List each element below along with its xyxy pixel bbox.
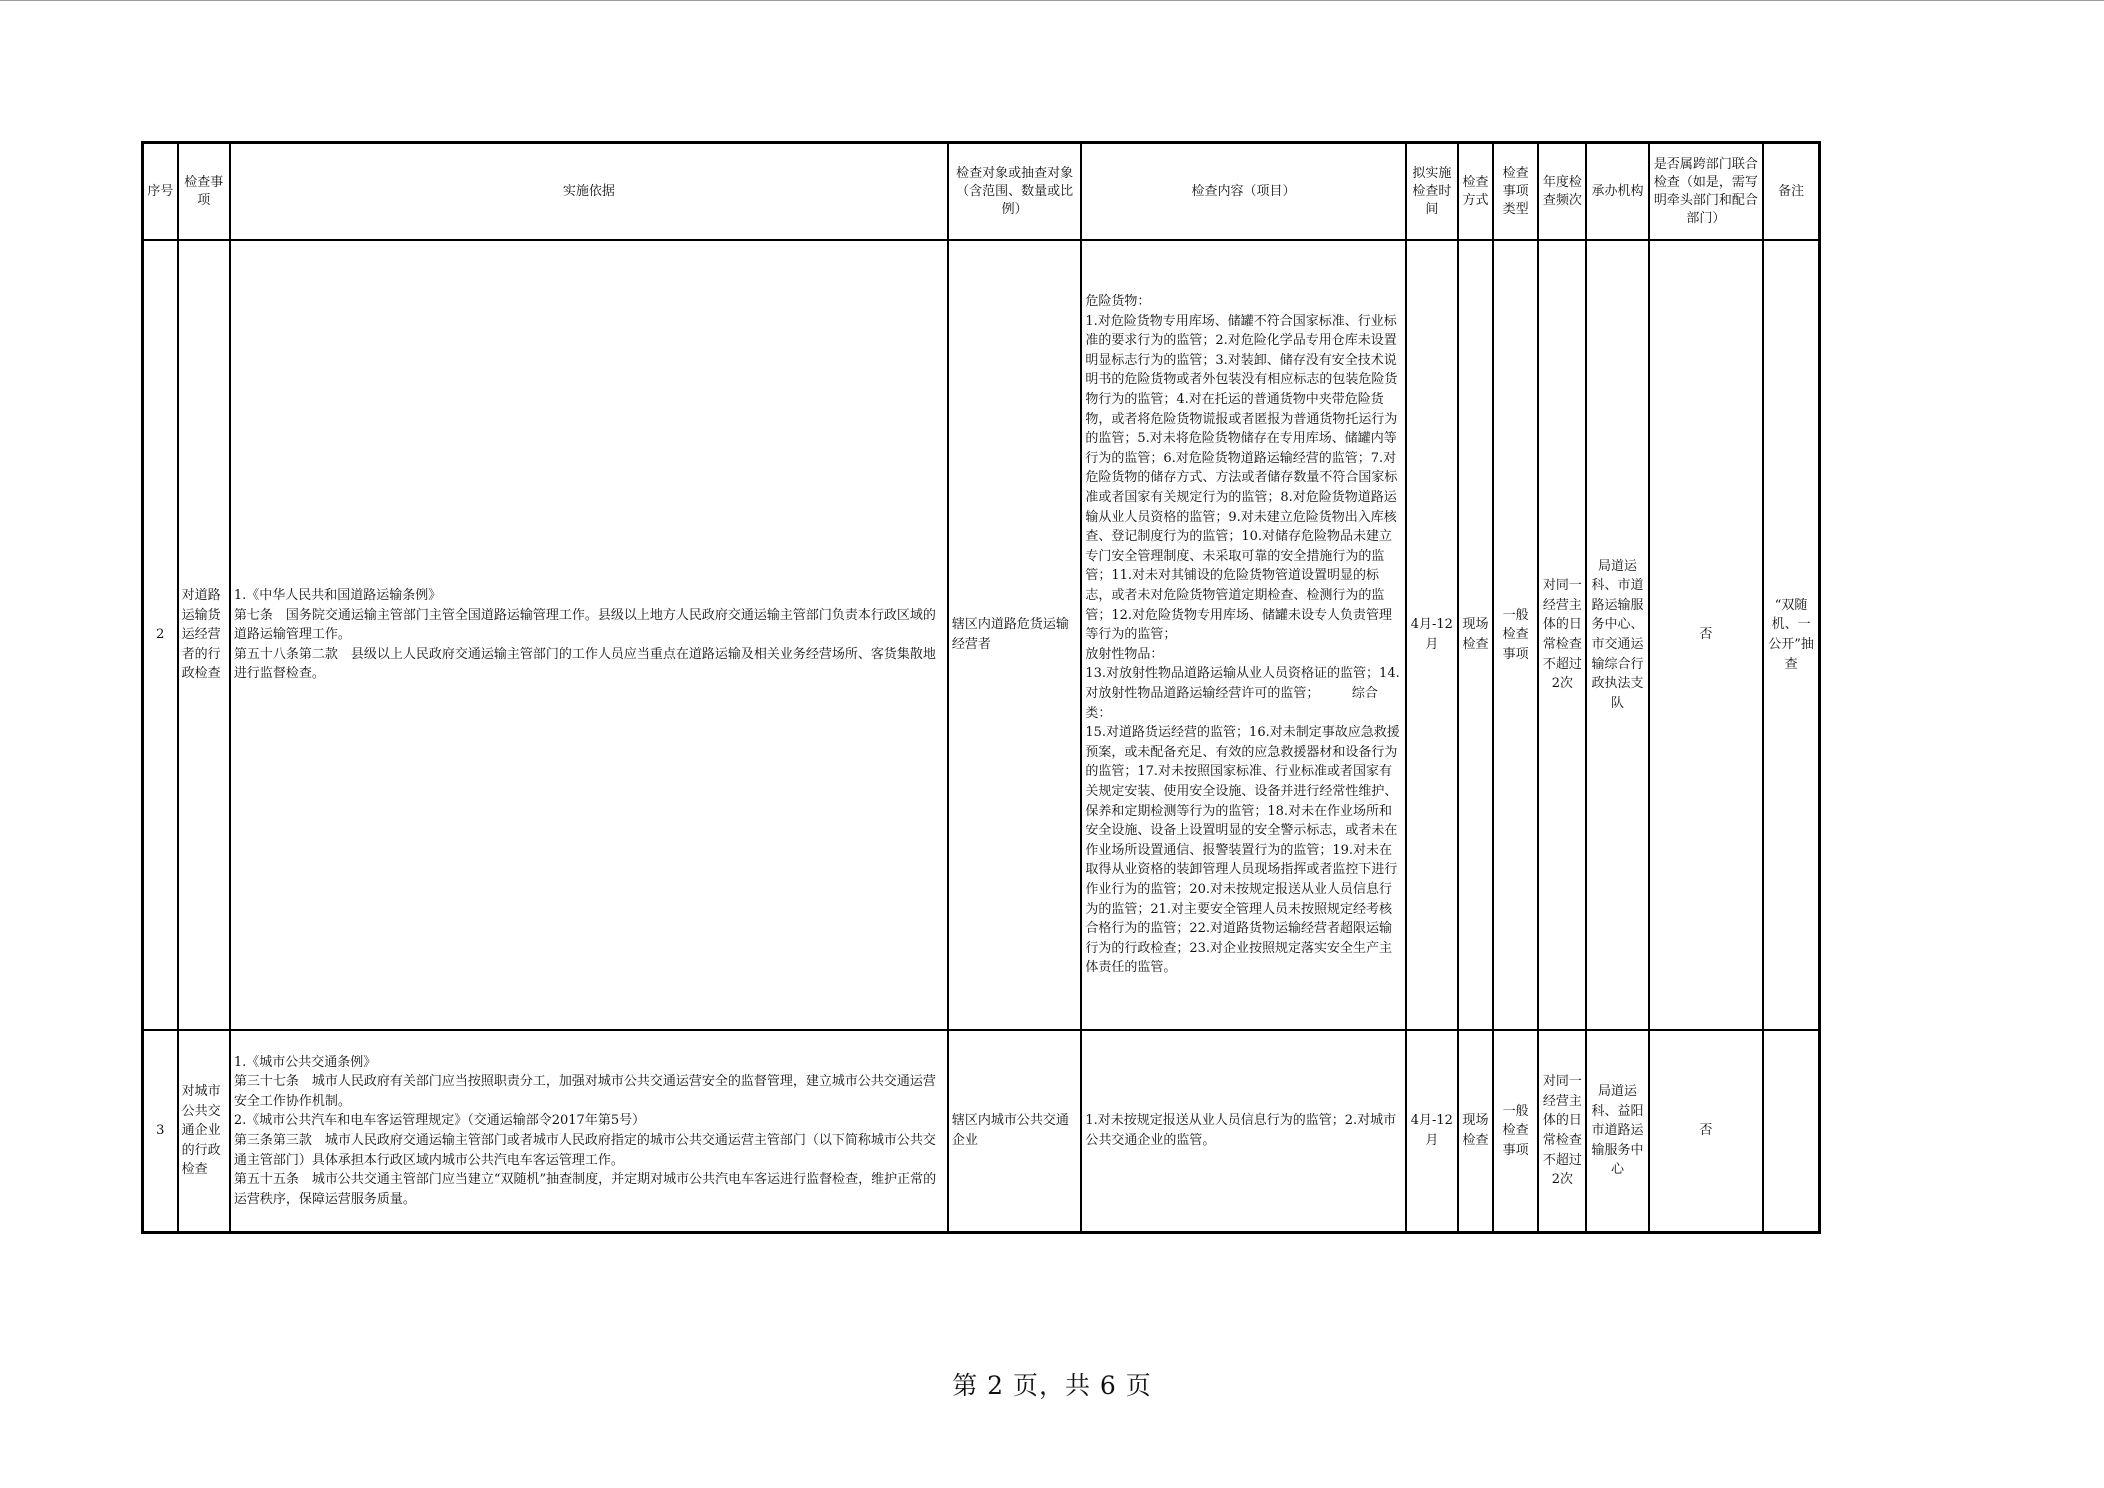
header-object: 检查对象或抽查对象（含范围、数量或比例） (948, 143, 1082, 241)
cell-frequency: 对同一经营主体的日常检查不超过2次 (1538, 1030, 1586, 1233)
cell-object: 辖区内道路危货运输经营者 (948, 240, 1082, 1030)
cell-seq: 2 (143, 240, 178, 1030)
cell-frequency: 对同一经营主体的日常检查不超过2次 (1538, 240, 1586, 1030)
cell-method: 现场检查 (1458, 240, 1493, 1030)
header-method: 检查方式 (1458, 143, 1493, 241)
cell-time: 4月-12月 (1406, 240, 1458, 1030)
cell-remark: “双随机、一公开”抽查 (1763, 240, 1819, 1030)
header-seq: 序号 (143, 143, 178, 241)
cell-type: 一般检查事项 (1493, 1030, 1538, 1233)
header-time: 拟实施检查时间 (1406, 143, 1458, 241)
cell-type: 一般检查事项 (1493, 240, 1538, 1030)
inspection-table (141, 141, 1821, 1234)
cell-basis: 1.《中华人民共和国道路运输条例》 第七条 国务院交通运输主管部门主管全国道路运输管理工作。县级以上地方人民政府交通运输主管部门负责本行政区域的道路运输管理工作。 第五十八条第二款 县级以上人民政府交通运输主管部门的工作人员应当重点在道路运输及相关业务经营场所、客货集散地进行监督检查。 (230, 240, 948, 1030)
table-header-row (143, 143, 1820, 241)
page-top-border (0, 0, 2104, 1)
header-remark: 备注 (1763, 143, 1819, 241)
table-row (143, 240, 1820, 1030)
header-item: 检查事项 (178, 143, 230, 241)
cell-agency: 局道运科、益阳市道路运输服务中心 (1586, 1030, 1648, 1233)
cell-time: 4月-12月 (1406, 1030, 1458, 1233)
cell-joint: 否 (1649, 240, 1763, 1030)
cell-seq: 3 (143, 1030, 178, 1233)
header-agency: 承办机构 (1586, 143, 1648, 241)
table-row (143, 1030, 1820, 1233)
header-frequency: 年度检查频次 (1538, 143, 1586, 241)
cell-remark (1763, 1030, 1819, 1233)
cell-item: 对道路运输货运经营者的行政检查 (178, 240, 230, 1030)
header-basis: 实施依据 (230, 143, 948, 241)
cell-basis: 1.《城市公共交通条例》 第三十七条 城市人民政府有关部门应当按照职责分工，加强对城市公共交通运营安全的监督管理，建立城市公共交通运营安全工作协作机制。 2.《城市公共汽车和电车客运管理规定》（交通运输部令2017年第5号） 第三条第三款 城市人民政府交通运输主管部门或者城市人民政府指定的城市公共交通运营主管部门（以下简称城市公共交通主管部门）具体承担本行政区域内城市公共汽电车客运管理工作。 第五十五条 城市公共交通主管部门应当建立“双随机”抽查制度，并定期对城市公共汽电车客运进行监督检查，维护正常的运营秩序，保障运营服务质量。 (230, 1030, 948, 1233)
cell-agency: 局道运科、市道路运输服务中心、市交通运输综合行政执法支队 (1586, 240, 1648, 1030)
header-content: 检查内容（项目） (1081, 143, 1405, 241)
header-type: 检查事项类型 (1493, 143, 1538, 241)
header-joint: 是否属跨部门联合检查（如是，需写明牵头部门和配合部门） (1649, 143, 1763, 241)
cell-item: 对城市公共交通企业的行政检查 (178, 1030, 230, 1233)
cell-method: 现场检查 (1458, 1030, 1493, 1233)
page-number: 第 2 页，共 6 页 (952, 1371, 1152, 1400)
cell-object: 辖区内城市公共交通企业 (948, 1030, 1082, 1233)
cell-content: 危险货物： 1.对危险货物专用库场、储罐不符合国家标准、行业标准的要求行为的监管；2.对危险化学品专用仓库未设置明显标志行为的监管；3.对装卸、储存没有安全技术说明书的危险货物或者外包装没有相应标志的包装危险货物行为的监管；4.对在托运的普通货物中夹带危险货物，或者将危险货物谎报或者匿报为普通货物托运行为的监管；5.对未将危险货物储存在专用库场、储罐内等行为的监管；6.对危险货物道路运输经营的监管；7.对危险货物的储存方式、方法或者储存数量不符合国家标准或者国家有关规定行为的监管；8.对危险货物道路运输从业人员资格的监管；9.对未建立危险货物出入库核查、登记制度行为的监管；10.对储存危险物品未建立专门安全管理制度、未采取可靠的安全措施行为的监管；11.对未对其铺设的危险货物管道设置明显的标志，或者未对危险货物管道定期检查、检测行为的监管；12.对危险货物专用库场、储罐未设专人负责管理等行为的监管； 放射性物品： 13.对放射性物品道路运输从业人员资格证的监管；14.对放射性物品道路运输经营许可的监管； 综合类： 15.对道路货运经营的监管；16.对未制定事故应急救援预案，或未配备充足、有效的应急救援器材和设备行为的监管；17.对未按照国家标准、行业标准或者国家有关规定安装、使用安全设施、设备并进行经常性维护、保养和定期检测等行为的监管；18.对未在作业场所和安全设施、设备上设置明显的安全警示标志，或者未在作业场所设置通信、报警装置行为的监管；19.对未在取得从业资格的装卸管理人员现场指挥或者监控下进行作业行为的监管；20.对未按规定报送从业人员信息行为的监管；21.对主要安全管理人员未按照规定经考核合格行为的监管；22.对道路货物运输经营者超限运输行为的行政检查；23.对企业按照规定落实安全生产主体责任的监管。 (1081, 240, 1405, 1030)
cell-content: 1.对未按规定报送从业人员信息行为的监管；2.对城市公共交通企业的监管。 (1081, 1030, 1405, 1233)
cell-joint: 否 (1649, 1030, 1763, 1233)
